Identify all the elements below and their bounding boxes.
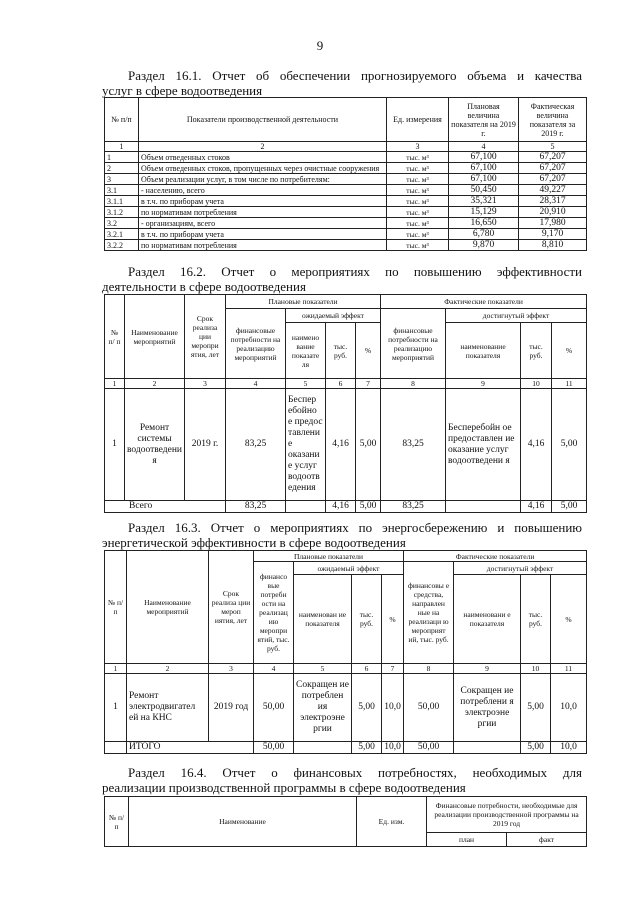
header-no: № п/п	[105, 551, 127, 664]
header-fin-needs: финансовые потребности на реализацию мероприятий	[226, 309, 286, 379]
table-16-4	[104, 796, 587, 847]
table-row: 3.1 - населению, всего тыс. м³ 50,450 49,227	[105, 185, 587, 196]
header-term: Срок реализа ции меропри ятия, лет	[185, 295, 226, 379]
header-fin-needs: финансо вые потребн ости на реализац ию меропри ятий, тыс. руб.	[254, 562, 294, 664]
header-name: Наименование мероприятий	[127, 551, 209, 664]
column-numbers-row: 1 2 3 4 5	[105, 142, 587, 152]
table-row: 1 Объем отведенных стоков тыс. м³ 67,100 67,207	[105, 152, 587, 163]
header-plan: Плановая величина показателя на 2019 г.	[449, 98, 519, 142]
header-term: Срок реализа ции мероп иятия, лет	[209, 551, 254, 664]
header-fact: Фактическая величина показателя за 2019 г.	[519, 98, 587, 142]
header-expected-effect: ожидаемый эффект	[286, 309, 381, 323]
header-fact: Фактические показатели	[381, 295, 587, 309]
table-row: 1 Ремонт электродвигател ей на КНС 2019 год 50,00 Сокращен ие потреблен ия электроэне ргии 5,00 10,0 50,00 Сокращен ие потреблени я электроэне ргии 5,00 10,0	[105, 674, 587, 742]
header-plan: Плановые показатели	[226, 295, 381, 309]
table-row: 3.1.1 в т.ч. по приборам учета тыс. м³ 35,321 28,317	[105, 196, 587, 207]
section-16-4-heading: Раздел 16.4. Отчет о финансовых потребностях, необходимых для реализации производственной программы в сфере водоотведения	[102, 765, 582, 795]
table-row: 3 Объем реализации услуг, в том числе по потребителям: тыс. м³ 67,100 67,207	[105, 174, 587, 185]
header-unit: Ед. изм.	[357, 797, 427, 847]
table-16-1	[104, 97, 587, 251]
header-no: № п/п	[105, 797, 129, 847]
header-plan: Плановые показатели	[254, 551, 404, 562]
header-fact: Фактические показатели	[404, 551, 587, 562]
section-16-1-heading: Раздел 16.1. Отчет об обеспечении прогнозируемого объема и качества услуг в сфере водоотведения	[102, 68, 582, 98]
header-plan: план	[427, 833, 507, 847]
table-16-3: № п/п Наименование мероприятий Срок реализа ции мероп иятия, лет Плановые показатели Фактические показатели финансо вые потребн ости на реализац ию меропри ятий, тыс. руб. ожидаемый эффект финансовы е средства, направлен ные на реализаци ю мероприят ий, тыс. руб. достигнутый эффект наименован ие показателя тыс. руб. % наименовани е показателя тыс. руб. % 1 2 3 4 5 6 7 8 9 10 11 1 Ремонт электродвигател ей на КНС 2019 год 50,00 Сокращен ие потреблен ия электроэне ргии 5,00 10,0 50,00 Сокращен ие потреблени я электроэне ргии 5,00 10,0 ИТОГО 50,00 5,00 10,0 50,00 5,00 10,0	[104, 550, 587, 754]
header-indicator: Показатели производственной деятельности	[139, 98, 387, 142]
total-row: ИТОГО 50,00 5,00 10,0 50,00 5,00 10,0	[105, 742, 587, 754]
header-expected-effect: ожидаемый эффект	[294, 562, 404, 575]
table-row: 1 Ремонт системы водоотведени я 2019 г. 83,25 Беспер ебойно е предос тавлени е оказани е услуг водоотв едения 4,16 5,00 83,25 Бесперебойн ое предоставлен ие оказание услуг водоотведени я 4,16 5,00	[105, 389, 587, 501]
header-name: Наименование	[129, 797, 357, 847]
header-fin-needs-fact: финансовые потребности на реализацию мероприятий	[381, 309, 446, 379]
header-no: № п/п	[105, 98, 139, 142]
header-name: Наименование мероприятий	[125, 295, 185, 379]
header-no: № п/ п	[105, 295, 125, 379]
header-achieved-effect: достигнутый эффект	[454, 562, 587, 575]
table-row: 3.2 - организациям, всего тыс. м³ 16,650 17,980	[105, 218, 587, 229]
section-16-3-heading: Раздел 16.3. Отчет о мероприятиях по энергосбережению и повышению энергетической эффективности в сфере водоотведения	[102, 520, 582, 550]
table-row: 3.2.2 по нормативам потребления тыс. м³ 9,870 8,810	[105, 240, 587, 251]
table-16-2: № п/ п Наименование мероприятий Срок реализа ции меропри ятия, лет Плановые показатели Фактические показатели финансовые потребности на реализацию мероприятий ожидаемый эффект финансовые потребности на реализацию мероприятий достигнутый эффект наимено вание показате ля тыс. руб. % наименование показателя тыс. руб. % 1 2 3 4 5 6 7 8 9 10 11 1 Ремонт системы водоотведени я 2019 г. 83,25 Беспер ебойно е предос тавлени е оказани е услуг водоотв едения 4,16 5,00 83,25 Бесперебойн ое предоставлен ие оказание услуг водоотведени я 4,16 5,00 Всего 83,25 4,16 5,00 83,25 4,16 5,00	[104, 294, 587, 513]
column-numbers-row: 1 2 3 4 5 6 7 8 9 10 11	[105, 664, 587, 674]
header-fin-funds: финансовы е средства, направлен ные на реализаци ю мероприят ий, тыс. руб.	[404, 562, 454, 664]
header-achieved-effect: достигнутый эффект	[446, 309, 587, 323]
section-16-2-heading: Раздел 16.2. Отчет о мероприятиях по повышению эффективности деятельности в сфере водоотведения	[102, 264, 582, 294]
column-numbers-row: 1 2 3 4 5 6 7 8 9 10 11	[105, 379, 587, 389]
header-fact: факт	[507, 833, 587, 847]
header-fin-needs: Финансовые потребности, необходимые для реализации производственной программы на 2019 год	[427, 797, 587, 833]
total-row: Всего 83,25 4,16 5,00 83,25 4,16 5,00	[105, 501, 587, 513]
table-row: 3.2.1 в т.ч. по приборам учета тыс. м³ 6,780 9,170	[105, 229, 587, 240]
table-row: 3.1.2 по нормативам потребления тыс. м³ 15,129 20,910	[105, 207, 587, 218]
header-unit: Ед. измерения	[387, 98, 449, 142]
page-number: 9	[316, 38, 324, 53]
table-row: 2 Объем отведенных стоков, пропущенных через очистные сооружения тыс. м³ 67,100 67,207	[105, 163, 587, 174]
